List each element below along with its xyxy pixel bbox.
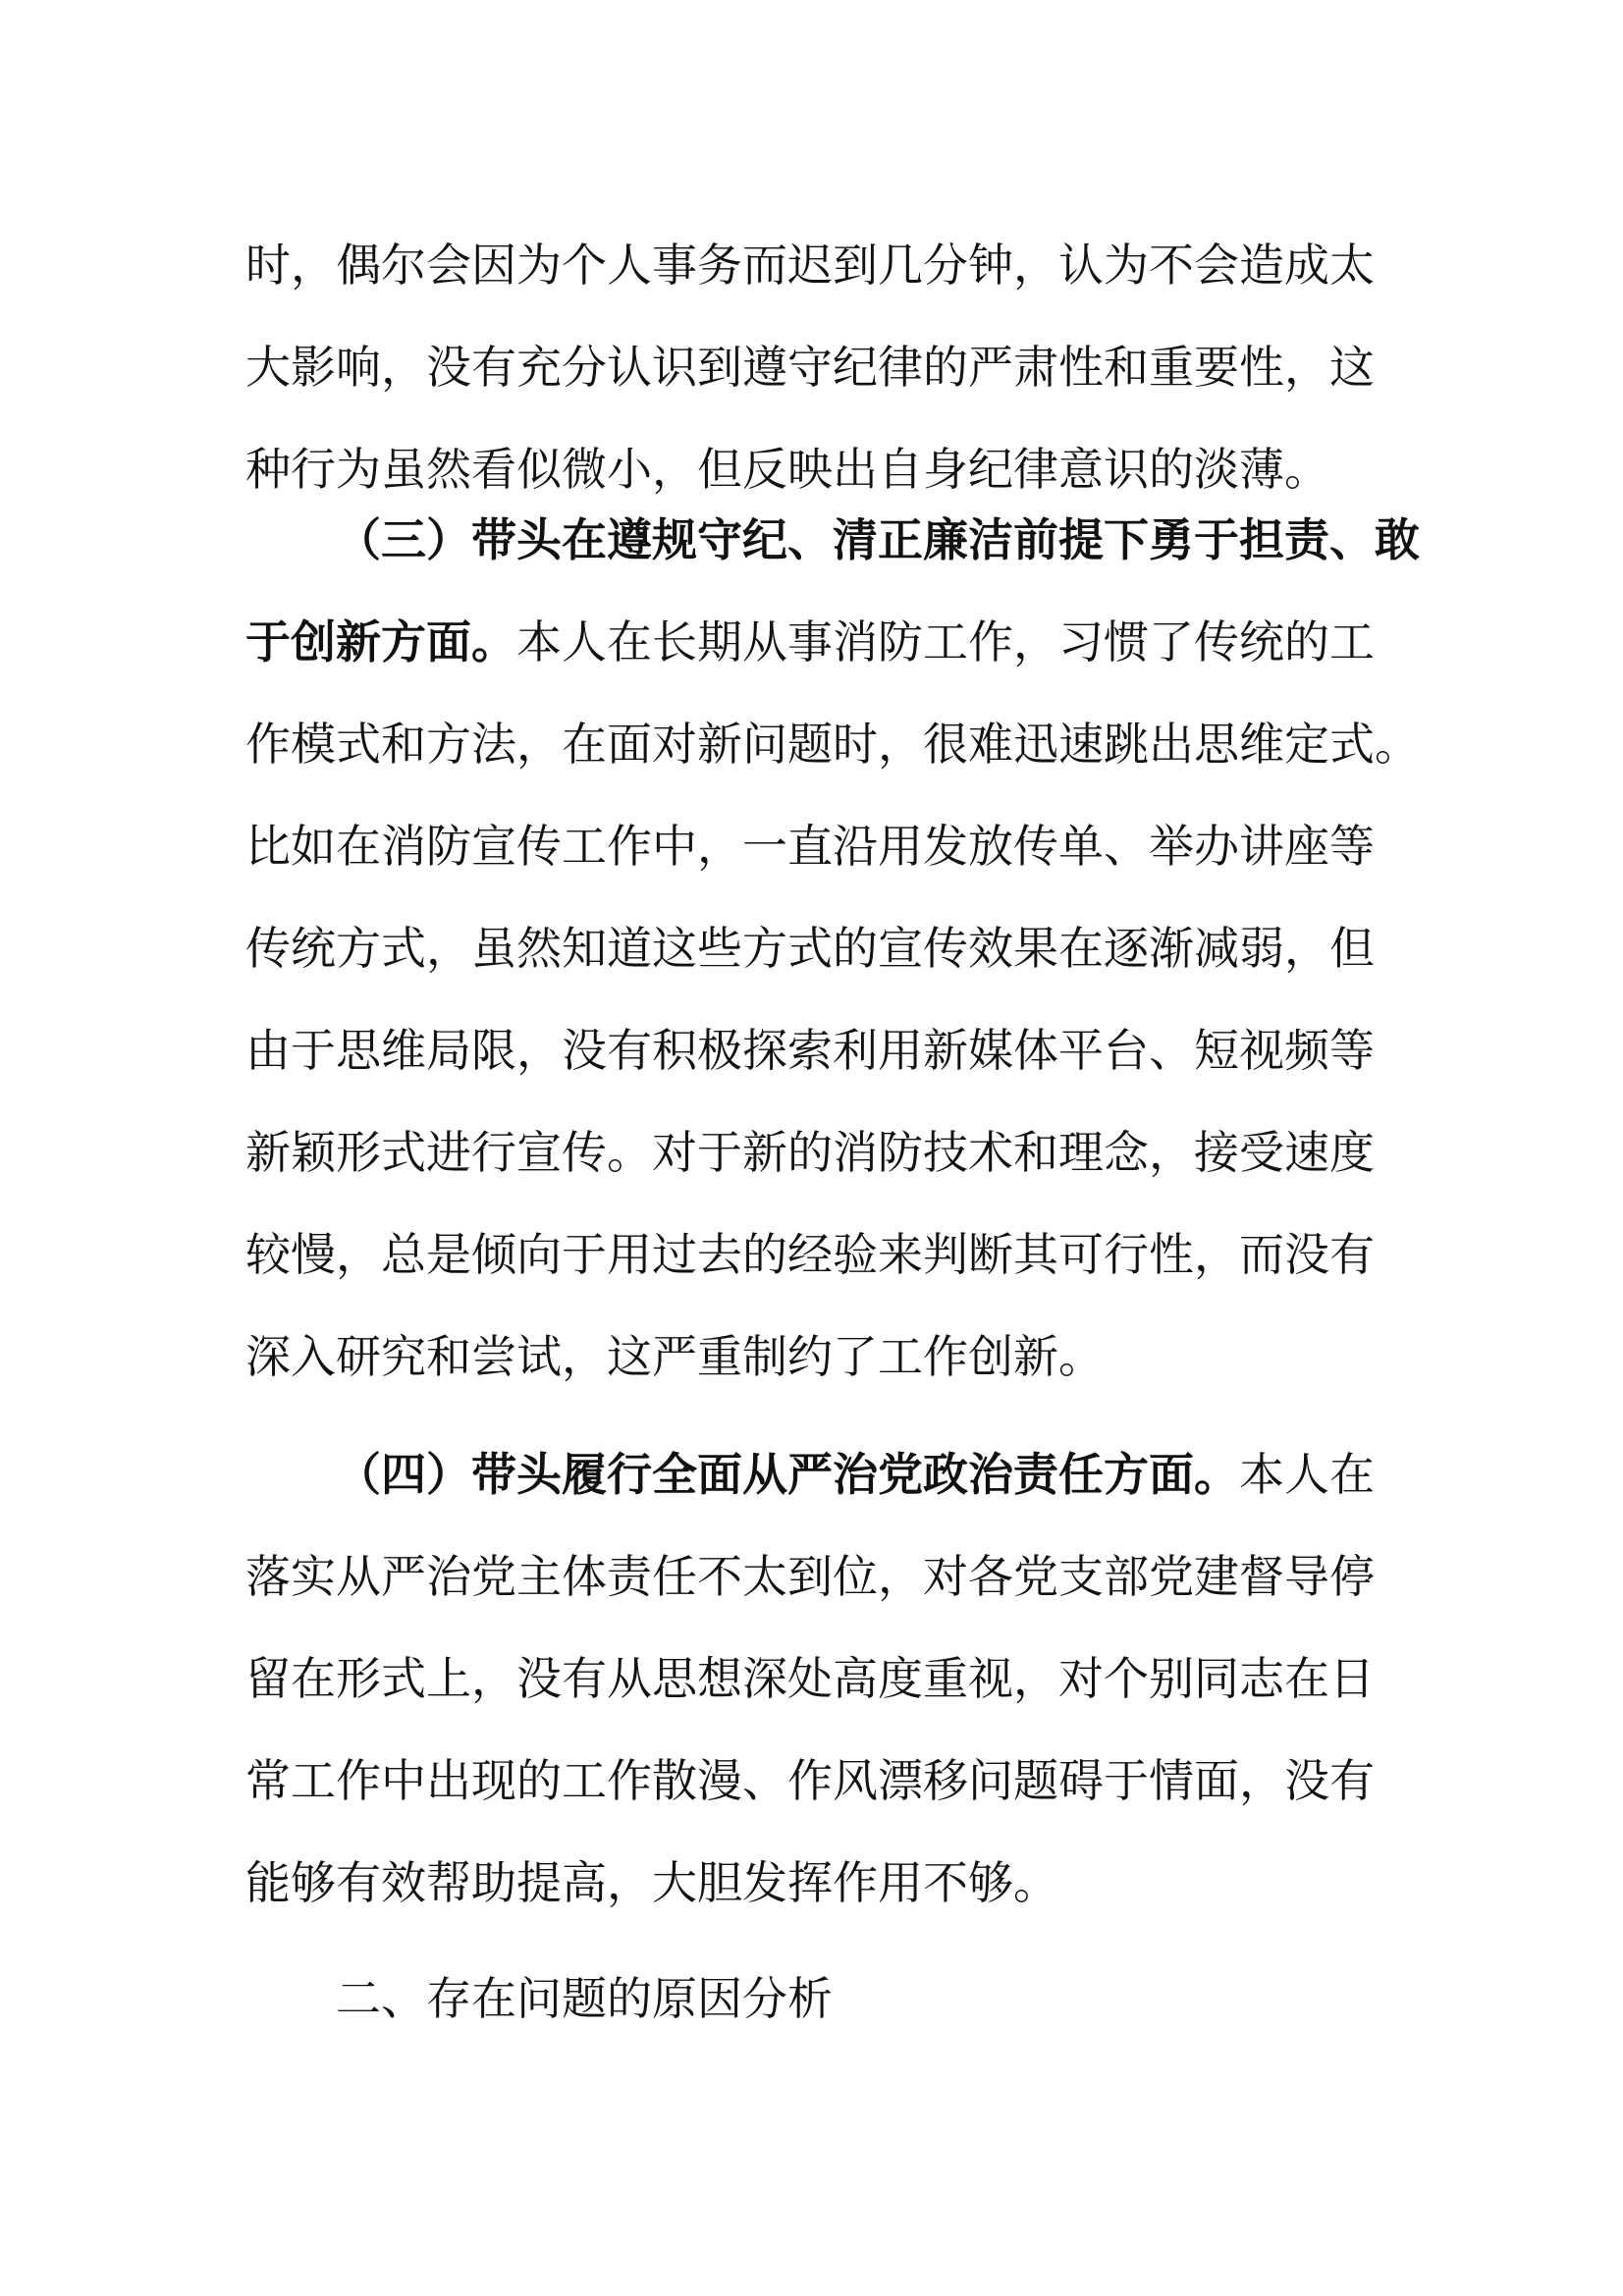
section-four-text: 本人在 xyxy=(1239,1448,1375,1501)
paragraph-line: 由于思维局限，没有积极探索利用新媒体平台、短视频等 xyxy=(245,1024,1375,1077)
paragraph-discipline-continued xyxy=(245,214,1384,520)
paragraph-line: 大影响，没有充分认识到遵守纪律的严肃性和重要性，这 xyxy=(245,341,1375,394)
section-three-text: 本人在长期从事消防工作，习惯了传统的工 xyxy=(516,615,1375,668)
paragraph-line: 时，偶尔会因为个人事务而迟到几分钟，认为不会造成太 xyxy=(245,239,1375,292)
paragraph-line: 深入研究和尝试，这严重制约了工作创新。 xyxy=(245,1330,1104,1383)
section-four xyxy=(245,1423,1384,1934)
paragraph-line: 种行为虽然看似微小，但反映出自身纪律意识的淡薄。 xyxy=(245,443,1329,496)
paragraph-line xyxy=(245,591,1384,693)
paragraph-line: 较慢，总是倾向于用过去的经验来判断其可行性，而没有 xyxy=(245,1228,1375,1281)
paragraph-line: 落实从严治党主体责任不太到位，对各党支部党建督导停 xyxy=(245,1550,1375,1603)
section-three xyxy=(245,489,1420,1408)
paragraph-line: 能够有效帮助提高，大胆发挥作用不够。 xyxy=(245,1856,1058,1909)
section-three-heading-end: 于创新方面。 xyxy=(245,615,516,668)
section-four-heading: （四）带头履行全面从严治党政治责任方面。 xyxy=(336,1448,1239,1501)
section-three-heading: （三）带头在遵规守纪、清正廉洁前提下勇于担责、敢 xyxy=(336,513,1420,566)
paragraph-line: 留在形式上，没有从思想深处高度重视，对个别同志在日 xyxy=(245,1652,1375,1705)
paragraph-line: 作模式和方法，在面对新问题时，很难迅速跳出思维定式。 xyxy=(245,718,1420,771)
paragraph-line: 新颖形式进行宣传。对于新的消防技术和理念，接受速度 xyxy=(245,1126,1375,1179)
paragraph-line: 比如在消防宣传工作中，一直沿用发放传单、举办讲座等 xyxy=(245,820,1375,873)
section-two-heading-block xyxy=(245,1948,1384,2050)
paragraph-line: 传统方式，虽然知道这些方式的宣传效果在逐渐减弱，但 xyxy=(245,922,1375,975)
paragraph-line xyxy=(245,1423,1384,1525)
section-title: 二、存在问题的原因分析 xyxy=(336,1972,833,2025)
paragraph-line: 常工作中出现的工作散漫、作风漂移问题碍于情面，没有 xyxy=(245,1754,1375,1807)
